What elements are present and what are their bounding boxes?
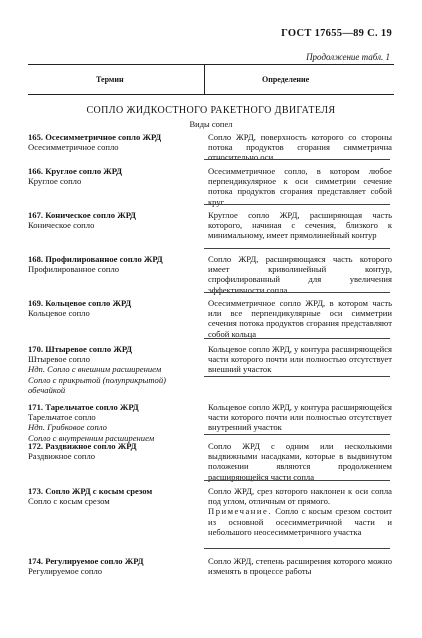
- term-title: 168. Профилированное сопло ЖРД: [28, 254, 163, 264]
- definition-172: Сопло ЖРД с одним или несколькими выдвижными насадками, которые в выдвинутом положении являются продолжением расширяющейся части сопла: [208, 441, 392, 482]
- term-note: Ндп. Сопло с внешним расширением: [28, 364, 162, 375]
- term-title: 167. Коническое сопло ЖРД: [28, 210, 136, 220]
- term-title: 171. Тарельчатое сопло ЖРД: [28, 402, 139, 412]
- note-text: Сопло с косым срезом состоит из основной осесимметричной части и небольшого неосесимметричного участка: [208, 506, 392, 537]
- term-synonym: Осесимметричное сопло: [28, 142, 119, 153]
- note-label: Примечание.: [208, 506, 272, 517]
- term-synonym: Круглое сопло: [28, 176, 82, 187]
- term-166: [28, 166, 196, 186]
- section-subtitle: Виды сопел: [189, 119, 233, 129]
- term-title: 169. Кольцевое сопло ЖРД: [28, 298, 132, 308]
- column-header-terms: Термин: [96, 75, 124, 84]
- table-continuation-label: Продолжение табл. 1: [306, 52, 390, 62]
- term-synonym: Кольцевое сопло: [28, 308, 90, 319]
- term-title: 165. Осесимметричное сопло ЖРД: [28, 132, 162, 142]
- term-title: 170. Штыревое сопло ЖРД: [28, 344, 133, 354]
- definition-169: Осесимметричное сопло ЖРД, в котором часть или все перпендикулярные оси симметрии сечения потока продуктов сгорания представляют собой кольца: [208, 298, 392, 339]
- section-title: СОПЛО ЖИДКОСТНОГО РАКЕТНОГО ДВИГАТЕЛЯ: [86, 105, 336, 116]
- definition-174: Сопло ЖРД, степень расширения которого можно изменять в процессе работы: [208, 556, 392, 577]
- definition-170: Кольцевое сопло ЖРД, у контура расширяющейся части которого почти или полностью отсутствует внешний участок: [208, 344, 392, 375]
- row-separator: [204, 376, 390, 377]
- row-separator: [204, 434, 390, 435]
- definition-168: Сопло ЖРД, расширяющаяся часть которого имеет криволинейный контур, спрофилированный для увеличения эффективности сопла: [208, 254, 392, 295]
- definition-165: Сопло ЖРД, поверхность которого со стороны потока продуктов сгорания симметрична относительно оси: [208, 132, 392, 163]
- row-separator: [204, 480, 390, 481]
- term-title: 174. Регулируемое сопло ЖРД: [28, 556, 144, 566]
- term-note: Ндп. Грибковое сопло: [28, 422, 107, 433]
- term-synonym: Сопло с косым срезом: [28, 496, 110, 507]
- term-173: [28, 486, 196, 506]
- definition-167: Круглое сопло ЖРД, расширяющая часть которого, начиная с сечения, близкого к минимальному, имеет прямолинейный контур: [208, 210, 392, 241]
- term-170: [28, 344, 196, 395]
- term-title: 173. Сопло ЖРД с косым срезом: [28, 486, 153, 496]
- term-synonym: Штыревое сопло: [28, 354, 90, 365]
- term-168: [28, 254, 196, 274]
- term-synonym: Раздвижное сопло: [28, 451, 96, 462]
- column-divider: [204, 64, 205, 94]
- term-synonym: Тарельчатое сопло: [28, 412, 96, 423]
- definition-171: Кольцевое сопло ЖРД, у контура расширяющейся части которого почти или полностью отсутствует внутренний участок: [208, 402, 392, 433]
- column-header-definition: Определение: [262, 75, 310, 84]
- definition-173: [208, 486, 392, 537]
- row-separator: [204, 159, 390, 160]
- row-separator: [204, 338, 390, 339]
- table-header-rule: [28, 94, 394, 95]
- term-synonym: Профилированное сопло: [28, 264, 120, 275]
- row-separator: [204, 248, 390, 249]
- term-synonym: Коническое сопло: [28, 220, 95, 231]
- term-title: 172. Раздвижное сопло ЖРД: [28, 441, 137, 451]
- term-174: [28, 556, 196, 576]
- definition-text: Сопло ЖРД, срез которого наклонен к оси сопла под углом, отличным от прямого.: [208, 486, 392, 507]
- term-165: [28, 132, 196, 152]
- row-separator: [204, 292, 390, 293]
- definition-166: Осесимметричное сопло, в котором любое перпендикулярное к оси симметрии сечение потока продуктов сгорания представляет собой круг: [208, 166, 392, 207]
- term-synonym: Регулируемое сопло: [28, 566, 103, 577]
- term-167: [28, 210, 196, 230]
- page-header-standard: ГОСТ 17655—89 С. 19: [281, 28, 392, 39]
- row-separator: [204, 548, 390, 549]
- term-171: [28, 402, 196, 443]
- row-separator: [204, 204, 390, 205]
- term-169: [28, 298, 196, 318]
- term-title: 166. Круглое сопло ЖРД: [28, 166, 122, 176]
- table-top-rule: [28, 64, 394, 65]
- term-note: Сопло с прикрытой (полуприкрытой) обечайкой: [28, 374, 166, 395]
- term-172: [28, 441, 196, 461]
- term-note: Сопло с внутренним расширением: [28, 432, 155, 443]
